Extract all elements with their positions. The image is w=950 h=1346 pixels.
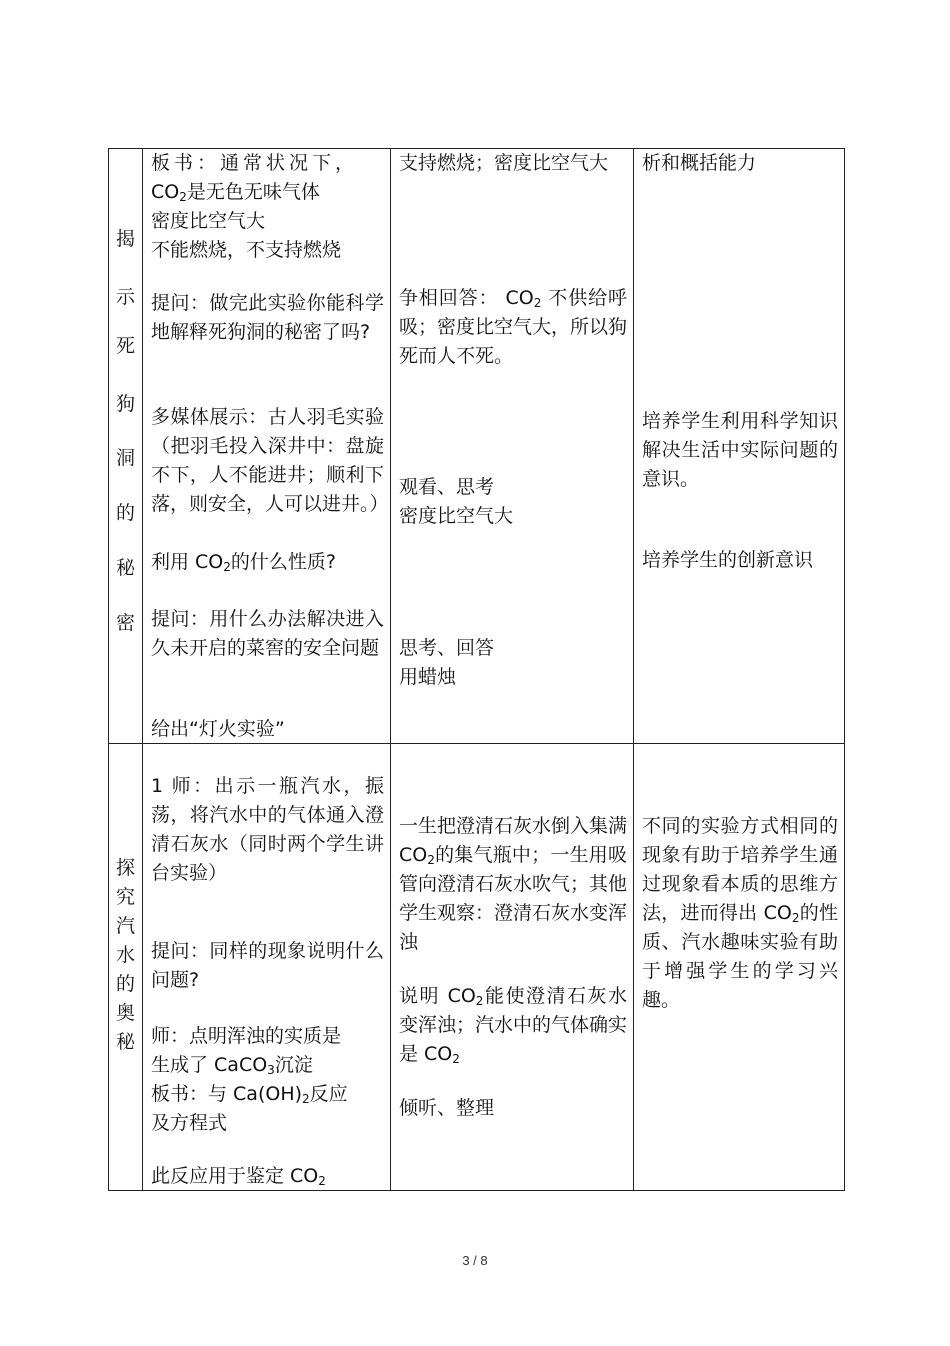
student-text: 支持燃烧；密度比空气大 — [399, 152, 609, 174]
student-text: 说明 $CO_2$能使澄清石灰水变浑浊；汽水中的气体确实是 $CO_2$ — [399, 985, 628, 1066]
text-line: 师：点明浑浊的实质是 — [151, 1025, 342, 1047]
intent-text: 不同的实验方式相同的现象有助于培养学生通过现象看本质的思维方法，进而得出 $CO_2$的性质、汽水趣味实验有助于增强学生的学习兴趣。 — [642, 815, 838, 1011]
teacher-multimedia: 多媒体展示：古人羽毛实验（把羽毛投入深井中：盘旋不下，人不能进井；顺利下落，则安全，人可以进井。） — [151, 406, 389, 515]
text-line: 板书：通常状况下， — [151, 152, 359, 174]
section-title-char: 探 — [115, 857, 135, 879]
student-text: 倾听、整理 — [399, 1097, 495, 1119]
section-title-char: 密 — [115, 612, 135, 634]
student-text: 思考、回答 — [399, 637, 495, 659]
text-line: 密度比空气大 — [151, 210, 266, 232]
section-title-char: 奥 — [115, 1002, 135, 1024]
intent-text: 析和概括能力 — [642, 152, 757, 174]
text-line: $CO_2$是无色无味气体 — [151, 181, 320, 204]
intent-text: 培养学生利用科学知识解决生活中实际问题的意识。 — [642, 410, 838, 490]
teacher-activity-cell — [143, 744, 391, 1191]
section-title-char: 洞 — [115, 447, 135, 469]
student-answer: 争相回答： $CO_2$ 不供给呼吸；密度比空气大，所以狗死而人不死。 — [399, 287, 628, 367]
student-text: 一生把澄清石灰水倒入集满 $CO_2$的集气瓶中；一生用吸管向澄清石灰水吹气；其他学生观察：澄清石灰水变浑浊 — [399, 815, 628, 953]
table-row — [109, 744, 845, 1191]
table-row — [109, 149, 845, 744]
teacher-note: 给出“灯火实验” — [151, 718, 285, 740]
section-title-char: 水 — [115, 944, 135, 966]
student-text: 用蜡烛 — [399, 666, 457, 688]
teacher-paragraph — [151, 149, 384, 265]
section-title-char: 秘 — [115, 557, 135, 579]
teacher-activity-cell — [143, 149, 391, 744]
design-intent-cell — [634, 744, 845, 1191]
student-activity-cell — [391, 149, 634, 744]
section-title-cell — [109, 744, 143, 1191]
student-text: 密度比空气大 — [399, 505, 514, 527]
page-number: 3 / 8 — [462, 1253, 488, 1268]
teacher-paragraph — [151, 1022, 384, 1138]
teacher-note: 此反应用于鉴定 $CO_2$ — [151, 1165, 326, 1188]
student-text: 观看、思考 — [399, 476, 495, 498]
teacher-paragraph: 1 师：出示一瓶汽水，振荡，将汽水中的气体通入澄清石灰水（同时两个学生讲台实验） — [151, 775, 384, 884]
section-title-char: 示 — [115, 286, 135, 308]
section-title-char: 究 — [115, 886, 135, 908]
text-line: 不能燃烧，不支持燃烧 — [151, 239, 342, 261]
text-line: 板书：与 $Ca(OH)_2$反应 — [151, 1083, 348, 1106]
section-title-cell — [109, 149, 143, 744]
text-line: 及方程式 — [151, 1112, 228, 1134]
section-title-char: 的 — [115, 502, 135, 524]
section-title-char: 死 — [115, 335, 135, 357]
section-title-char: 狗 — [115, 393, 135, 415]
teacher-question: 提问：做完此实验你能科学地解释死狗洞的秘密了吗? — [151, 292, 384, 343]
text-line: 生成了 CaCO$_3$沉淀 — [151, 1054, 313, 1077]
section-title-char: 秘 — [115, 1031, 135, 1053]
section-title-char: 的 — [115, 973, 135, 995]
section-title-char: 揭 — [115, 228, 135, 250]
teacher-question: 利用 $CO_2$的什么性质? — [151, 551, 336, 574]
intent-text: 培养学生的创新意识 — [642, 549, 814, 571]
teacher-question: 提问：用什么办法解决进入久未开启的菜窖的安全问题 — [151, 608, 384, 659]
design-intent-cell — [634, 149, 845, 744]
section-title-char: 汽 — [115, 915, 135, 937]
teacher-question: 提问：同样的现象说明什么问题? — [151, 940, 384, 991]
lesson-plan-table — [108, 148, 845, 1191]
student-activity-cell — [391, 744, 634, 1191]
